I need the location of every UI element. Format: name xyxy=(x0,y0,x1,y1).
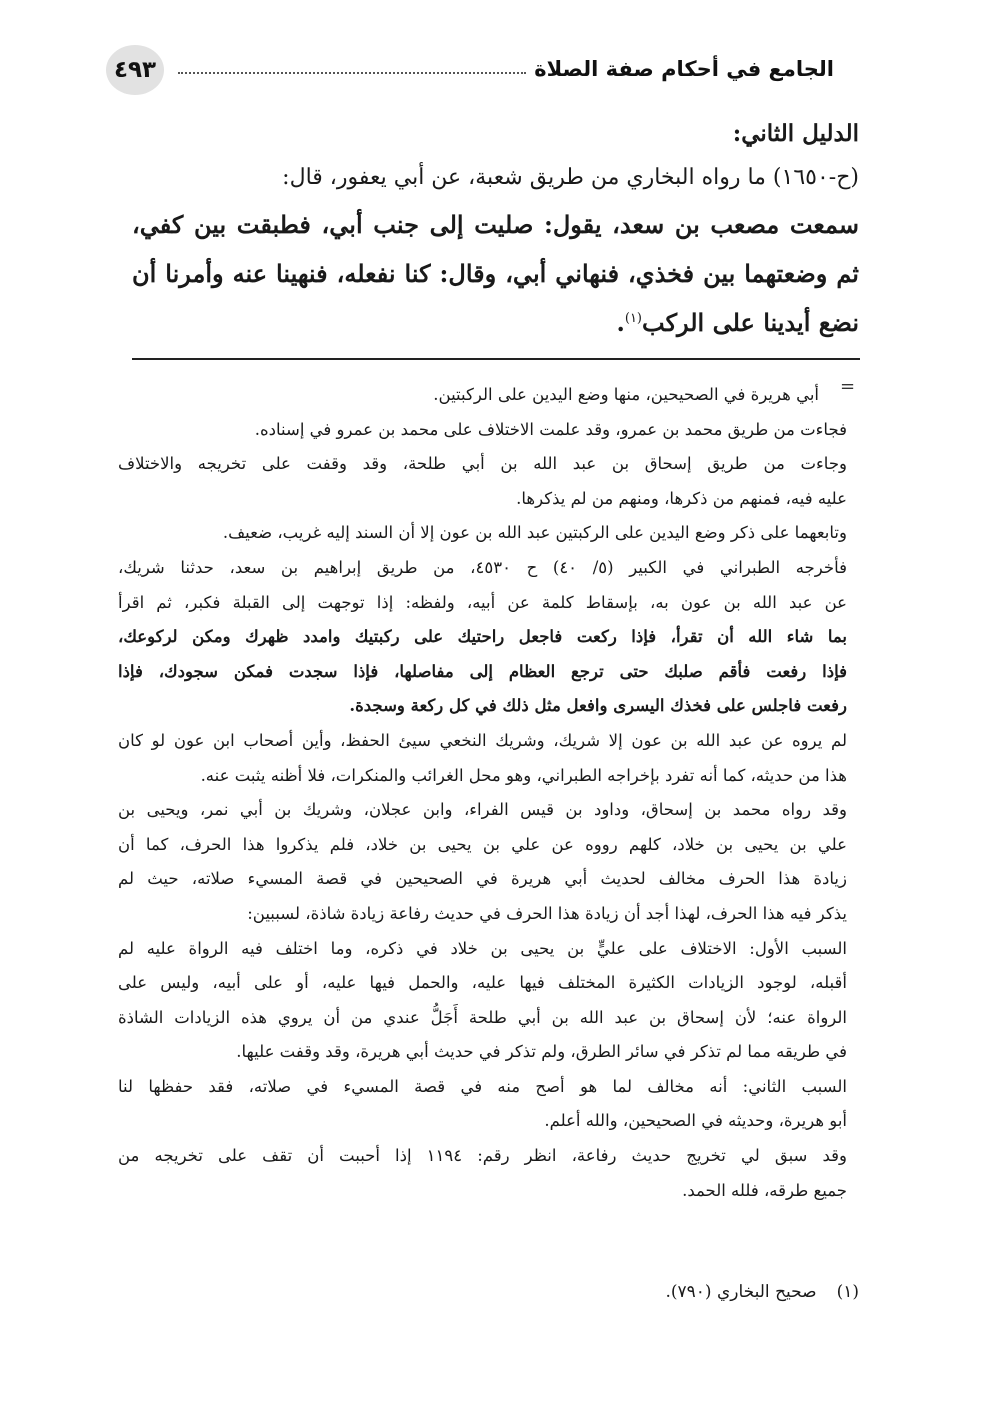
page-number: ٤٩٣ xyxy=(106,45,164,95)
main-text xyxy=(132,112,859,347)
footnote-1-text: صحيح البخاري (٧٩٠). xyxy=(665,1282,817,1302)
footnote-line: السبب الثاني: أنه مخالف لما هو أصح منه في قصة المسيء في صلاته، فقد حفظها لنا xyxy=(118,1076,847,1096)
footnote-line: وقد رواه محمد بن إسحاق، وداود بن قيس الفراء، وابن عجلان، وشريك بن أبي نمر، ويحيى بن xyxy=(118,800,847,820)
footnotes xyxy=(118,378,847,1208)
footnote-line: أبو هريرة، وحديثه في الصحيحين، والله أعلم. xyxy=(544,1111,847,1131)
footnote-line: أقبله، لوجود الزيادات الكثيرة المختلف فيها عليه، والحمل فيها عليه، أو على أبيه، وليس على xyxy=(118,973,847,993)
footnote-line: يذكر فيه هذا الحرف، لهذا أجد أن زيادة هذا الحرف في حديث رفاعة زيادة شاذة، لسببين: xyxy=(247,903,847,923)
footnote-line: في طريقه مما لم تذكر في سائر الطرق، ولم تذكر في حديث أبي هريرة، وقد وقفت عليها. xyxy=(236,1042,847,1062)
running-header xyxy=(178,52,842,86)
footnote-line: جميع طرقه، فلله الحمد. xyxy=(682,1180,847,1200)
hadith-line: سمعت مصعب بن سعد، يقول: صليت إلى جنب أبي، فطبقت بين كفي، xyxy=(132,210,859,239)
footnote-line: فإذا رفعت فأقم صلبك حتى ترجع العظام إلى مفاصلها، فإذا سجدت فمكن سجودك، فإذا xyxy=(118,661,847,681)
footnote-line: وجاءت من طريق إسحاق بن عبد الله بن أبي طلحة، وقد وقفت على تخريجه والاختلاف xyxy=(118,454,847,474)
footnote-marker[interactable]: (١) xyxy=(624,311,642,326)
book-title: الجامع في أحكام صفة الصلاة xyxy=(534,57,834,81)
footnote-separator xyxy=(132,358,860,360)
hadith-text xyxy=(132,200,859,347)
footnote-line: لم يروه عن عبد الله بن عون إلا شريك، وشريك النخعي سيئ الحفظ، وأين أصحاب ابن عون لو كان xyxy=(118,730,847,750)
section-heading: الدليل الثاني: xyxy=(732,120,859,147)
footnote-line: الرواة عنه؛ لأن إسحاق بن عبد الله بن أبي طلحة أَجَلُّ عندي من أن يروي هذه الزيادات الشاذة xyxy=(118,1007,847,1027)
footnote-line: السبب الأول: الاختلاف على عليٍّ بن يحيى بن خلاد في ذكره، وما اختلف فيه الرواة عليه لم xyxy=(118,938,847,958)
footnote-line: عن عبد الله بن عون به، بإسقاط كلمة عن أبيه، ولفظه: إذا توجهت إلى القبلة فكبر، ثم اقرأ xyxy=(118,592,847,612)
footnote-line: وتابعهما على ذكر وضع اليدين على الركبتين عبد الله بن عون إلا أن السند إليه غريب، ضعيف. xyxy=(222,523,847,543)
footnote-line: فجاءت من طريق محمد بن عمرو، وقد علمت الاختلاف على محمد بن عمرو في إسناده. xyxy=(254,419,847,439)
footnote-1-number: (١) xyxy=(836,1282,859,1302)
footnote-line: بما شاء الله أن تقرأ، فإذا ركعت فاجعل راحتيك على ركبتيك وامدد ظهرك ومكن لركوعك، xyxy=(118,627,847,647)
hadith-line: ثم وضعتهما بين فخذي، فنهاني أبي، وقال: كنا نفعله، فنهينا عنه وأمرنا أن xyxy=(132,259,859,288)
footnote-line: زيادة هذا الحرف مخالف لحديث أبي هريرة في الصحيحين في قصة المسيء صلاته، حيث لم xyxy=(118,869,847,889)
hadith-line: نضع أيدينا على الركب$^{(١)}$. xyxy=(616,308,859,337)
footnote-1 xyxy=(665,1275,859,1309)
footnote-line: رفعت فاجلس على فخذك اليسرى وافعل مثل ذلك في كل ركعة وسجدة. xyxy=(349,696,847,716)
footnote-line: علي بن يحيى بن خلاد، كلهم رووه عن علي بن يحيى بن خلاد، فلم يذكروا هذا الحرف، كما أن xyxy=(118,834,847,854)
footnote-line: فأخرجه الطبراني في الكبير (٥/ ٤٠) ح ٤٥٣٠، من طريق إبراهيم بن سعد، حدثنا شريك، xyxy=(118,557,847,577)
continuation-mark: = xyxy=(840,376,856,397)
footnote-line: عليه فيه، فمنهم من ذكرها، ومنهم من لم يذكرها. xyxy=(516,488,847,508)
footnote-line: أبي هريرة في الصحيحين، منها وضع اليدين على الركبتين. xyxy=(433,385,819,404)
hadith-reference: (ح-١٦٥٠) ما رواه البخاري من طريق شعبة، عن أبي يعفور، قال: xyxy=(282,165,859,190)
footnote-line: هذا من حديثه، كما أنه تفرد بإخراجه الطبراني، وهو محل الغرائب والمنكرات، فلا أظنه يثبت عنه. xyxy=(200,765,847,785)
header-dotted-leader xyxy=(178,72,526,74)
footnote-line: وقد سبق لي تخريج حديث رفاعة، انظر رقم: ١١٩٤ إذا أحببت أن تقف على تخريجه من xyxy=(118,1146,847,1166)
